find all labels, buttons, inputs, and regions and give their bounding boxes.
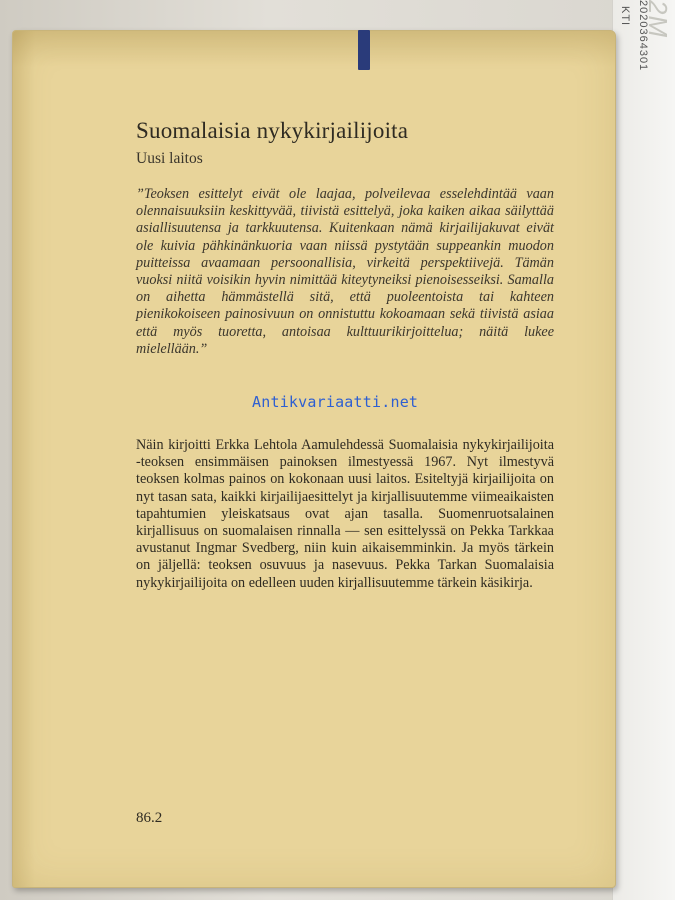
spine-color-tab [358, 30, 370, 70]
sticker-small-label: KTI [619, 6, 631, 27]
handwritten-mark: 2M [643, 0, 673, 39]
book-subtitle: Uusi laitos [136, 150, 203, 167]
book-title: Suomalaisia nykykirjailijoita [136, 118, 409, 143]
classification-number: 86.2 [136, 810, 163, 826]
review-quote: ”Teoksen esittelyt eivät ole laajaa, polveilevaa esselehdintää vaan olennaisuuksiin keskittyvää, tiivistä esittelyä, joka kaiken aikaa säilyttää asiallisuutensa ja tarkkuutensa. Kuitenkaan nämä kirjailijakuvat eivät ole kuivia pähkinänkuoria vaan niissä pystytään suppeankin muodon puitteissa avaamaan persoonallisia, virkeitä perspektiivejä. Tämän vuoksi niitä voisikin hyvin nimittää kiteytyneiksi pienoisesseiksi. Samalla on aihetta hämmästellä sitä, että puoleentoista tai kahteen pienikokoiseen painosivuun on onnistuttu kokoamaan sekä tiivistä asiaa että myös tuoretta, antoisaa kulttuurikirjoittelua; näitä lukee mielellään.” [136, 186, 554, 357]
inventory-sticker [612, 0, 675, 900]
blurb-text: Näin kirjoitti Erkka Lehtola Aamulehdessä Suomalaisia nykykirjailijoita -teoksen ensimmäisen painoksen ilmestyessä 1967. Nyt ilmestyvä teoksen kolmas painos on kokonaan uusi laitos. Esiteltyjä kirjailijoita on nyt tasan sata, kaikki kirjailijaesittelyt ja kirjallisuutemme viimeaikaisten tapahtumien yleiskatsaus ovat ajan tasalla. Suomenruotsalainen kirjallisuus on suomalaisen rinnalla — sen esittelyssä on Pekka Tarkkaa avustanut Ingmar Svedberg, niin kuin aikaisemminkin. Ja myös tärkein on jäljellä: teoksen osuvuus ja nasevuus. Pekka Tarkan Suomalaisia nykykirjailijoita on edelleen uuden kirjallisuutemme tärkein käsikirja. [136, 437, 554, 591]
sticker-code: 2020364301 [637, 0, 649, 72]
watermark-text: Antikvariaatti.net [252, 393, 419, 411]
